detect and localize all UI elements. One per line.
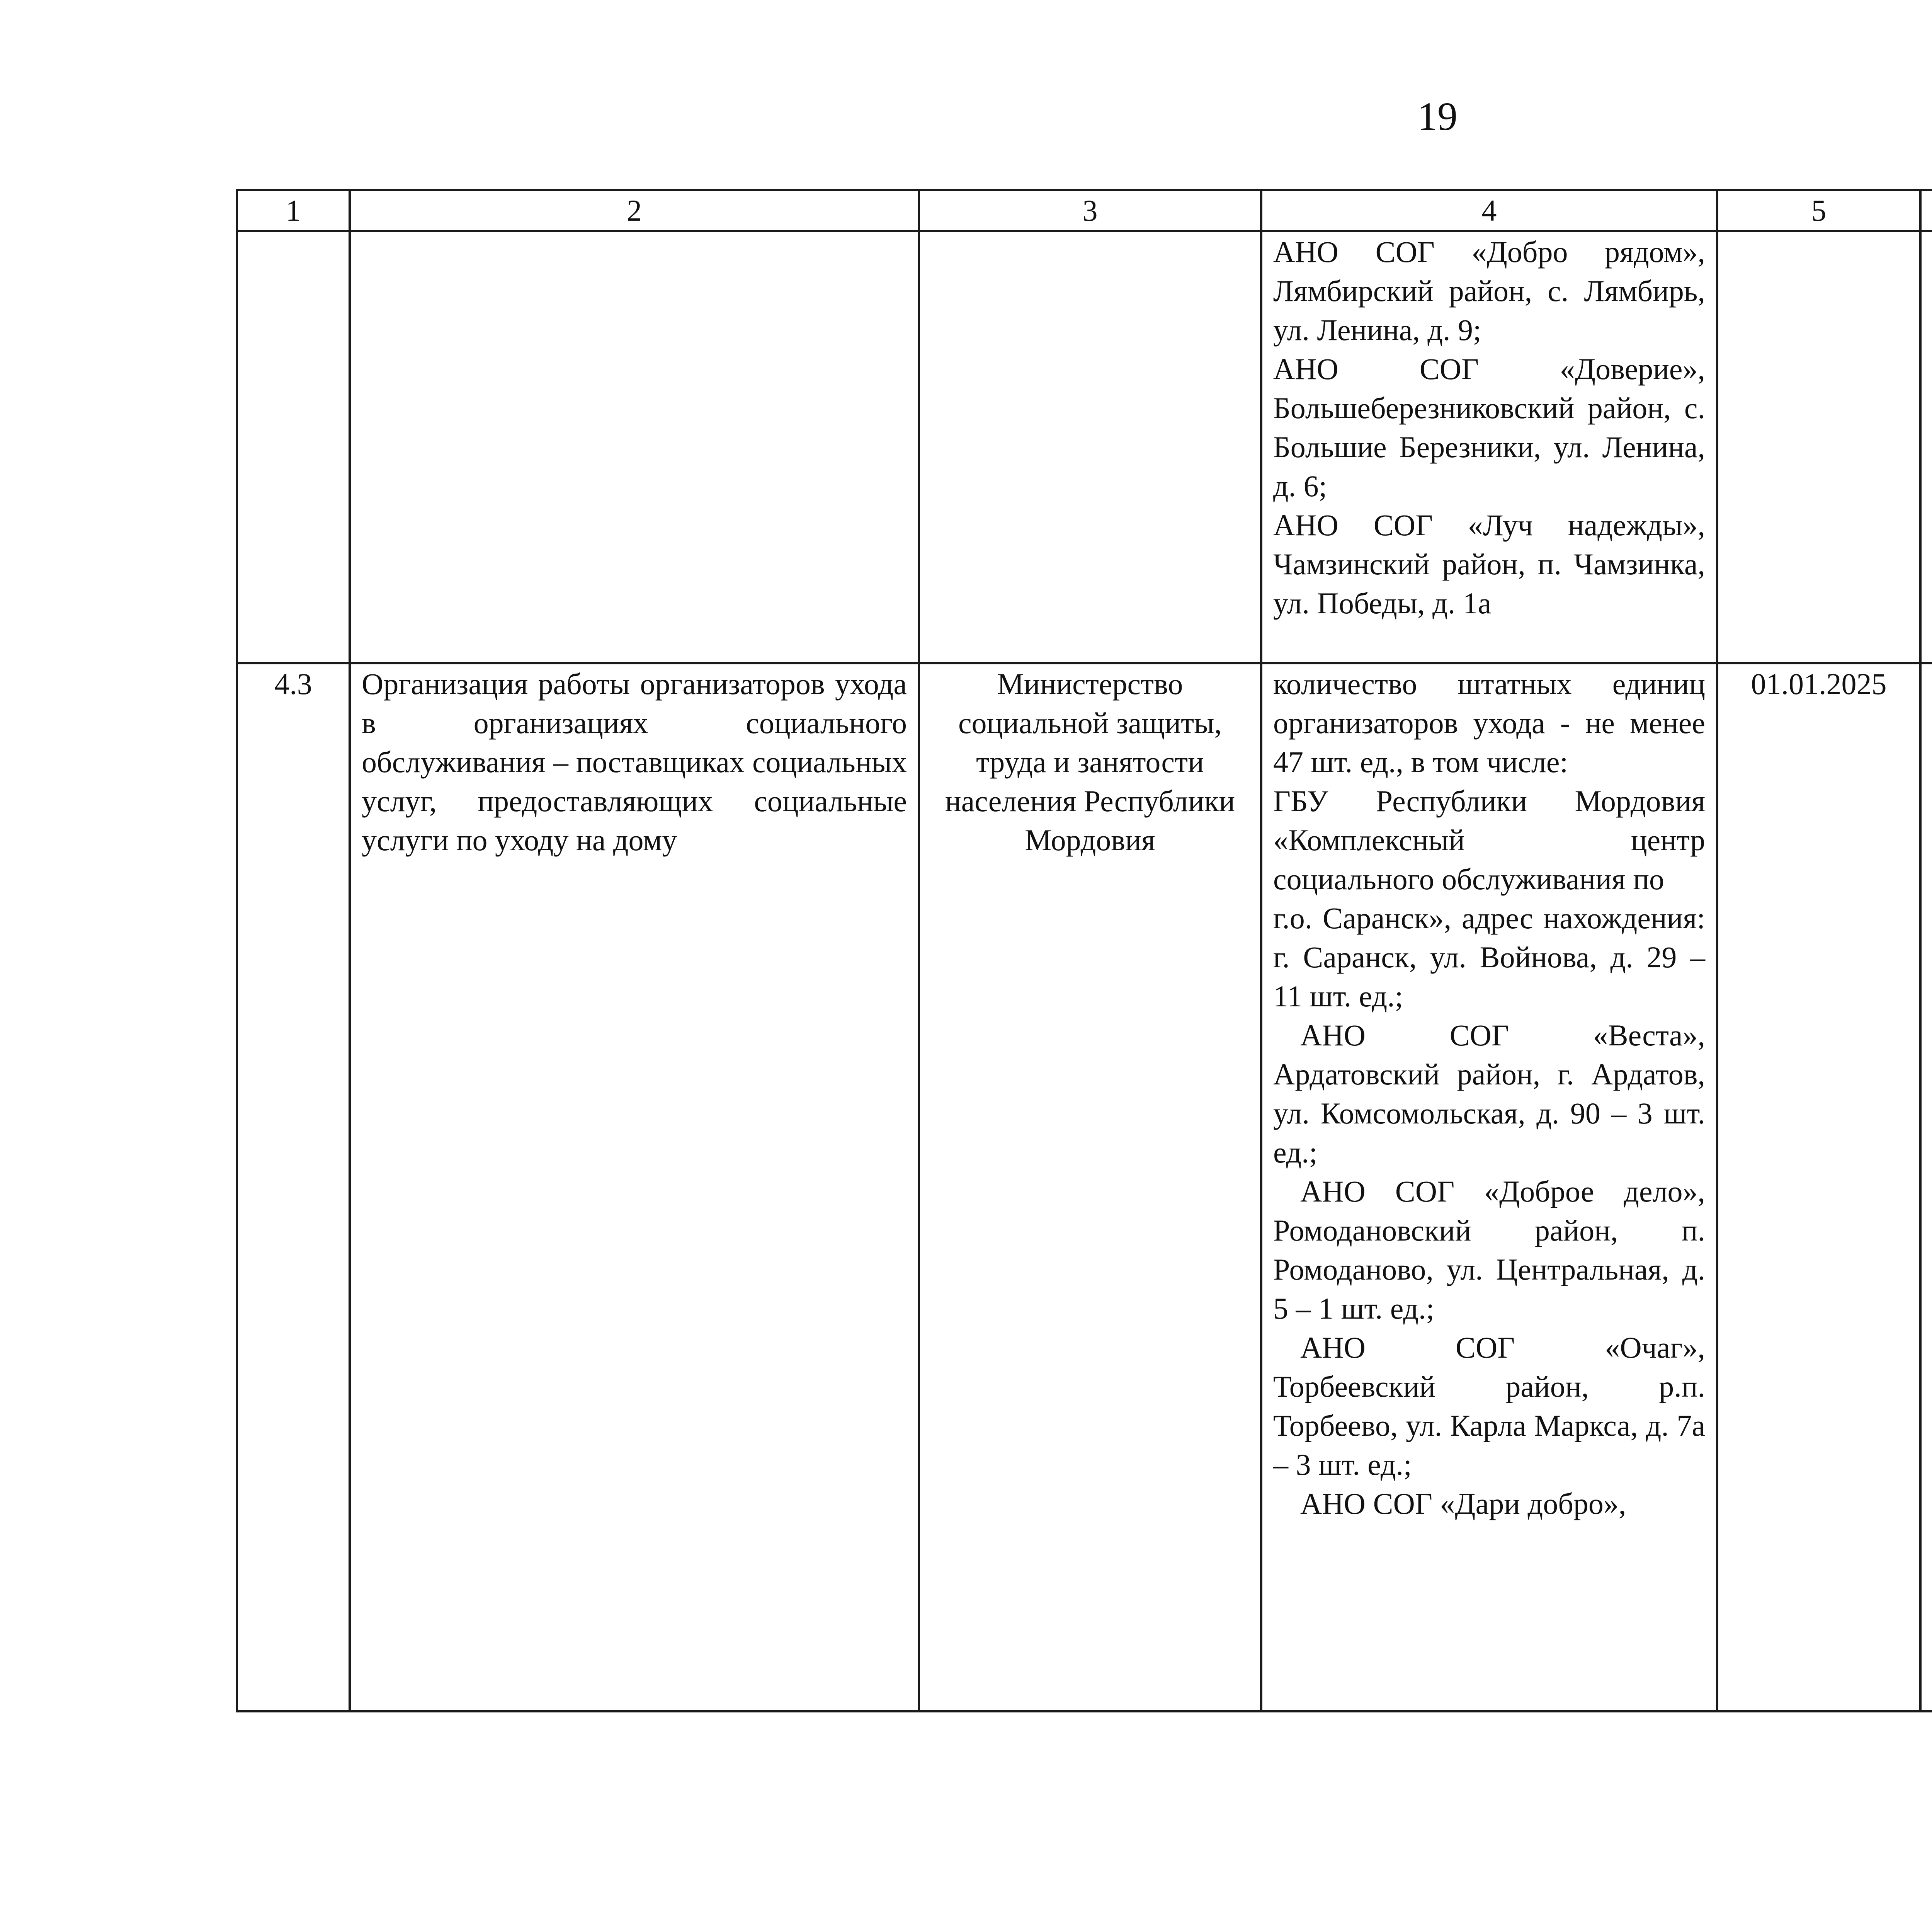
indicator-entry: ГБУ Республики Мордовия «Комплексный центр социального обслуживания по bbox=[1273, 784, 1705, 896]
indicator-entry: АНО СОГ «Доброе дело», Ромодановский район, п. Ромоданово, ул. Центральная, д. 5 – 1 шт. ед.; bbox=[1273, 1174, 1705, 1325]
indicator-entry: г.о. Саранск», адрес нахождения: г. Саранск, ул. Войнова, д. 29 – 11 шт. ед.; bbox=[1273, 901, 1705, 1013]
indicator-entry: количество штатных единиц организаторов ухода - не менее 47 шт. ед., в том числе: bbox=[1273, 667, 1705, 779]
header-row bbox=[237, 190, 1932, 231]
table-cell bbox=[919, 231, 1261, 663]
indicator-entry: АНО СОГ «Очаг», Торбеевский район, р.п. Торбеево, ул. Карла Маркса, д. 7а – 3 шт. ед.; bbox=[1273, 1331, 1705, 1481]
table-row-4-3 bbox=[237, 663, 1932, 1711]
table-cell bbox=[237, 231, 350, 663]
organizations-cell bbox=[1261, 231, 1717, 663]
measures-table bbox=[236, 189, 1932, 1712]
table-cell bbox=[1920, 231, 1932, 663]
header-cell: 4 bbox=[1261, 190, 1717, 231]
end-date-cell bbox=[1920, 663, 1932, 1711]
header-cell: 5 bbox=[1717, 190, 1920, 231]
organization-entry: АНО СОГ «Луч надежды», Чамзинский район, п. Чамзинка, ул. Победы, д. 1а bbox=[1273, 508, 1705, 620]
header-cell bbox=[1920, 190, 1932, 231]
start-date-cell: 01.01.2025 bbox=[1717, 663, 1920, 1711]
table-cell bbox=[1717, 231, 1920, 663]
organization-entry: АНО СОГ «Добро рядом», Лямбирский район, с. Лямбирь, ул. Ленина, д. 9; bbox=[1273, 235, 1705, 347]
organization-entry: АНО СОГ «Доверие», Большеберезниковский район, с. Большие Березники, ул. Ленина, д. 6; bbox=[1273, 352, 1705, 503]
row-number: 4.3 bbox=[237, 663, 350, 1711]
indicator-cell bbox=[1261, 663, 1717, 1711]
table-cell bbox=[350, 231, 919, 663]
header-cell: 2 bbox=[350, 190, 919, 231]
indicator-entry: АНО СОГ «Веста», Ардатовский район, г. Ардатов, ул. Комсомольская, д. 90 – 3 шт. ед.; bbox=[1273, 1018, 1705, 1169]
page-number: 19 bbox=[1417, 94, 1458, 139]
activity-cell: Организация работы организаторов ухода в организациях социального обслуживания – поставщиках социальных услуг, предоставляющих социальные услуги по уходу на дому bbox=[350, 663, 919, 1711]
header-cell: 3 bbox=[919, 190, 1261, 231]
indicator-entry: АНО СОГ «Дари добро», bbox=[1300, 1487, 1626, 1520]
continuation-row bbox=[237, 231, 1932, 663]
responsible-cell: Министерство социальной защиты, труда и занятости населения Республики Мордовия bbox=[919, 663, 1261, 1711]
header-cell: 1 bbox=[237, 190, 350, 231]
